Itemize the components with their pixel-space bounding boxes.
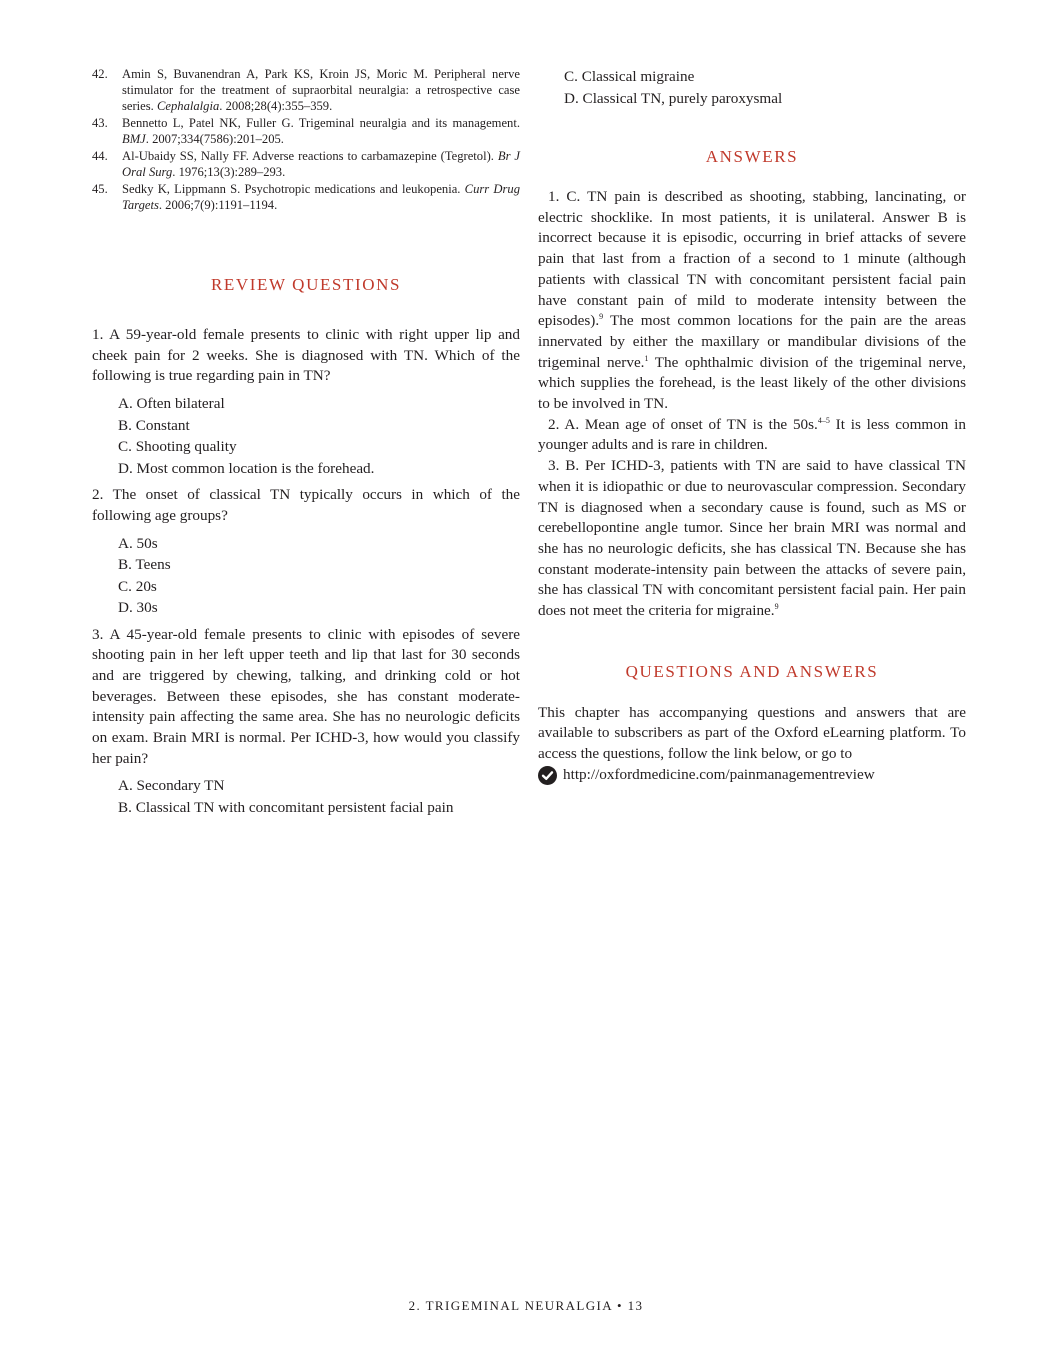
reference-item xyxy=(92,66,520,114)
question-1-stem: 1. A 59-year-old female presents to clinic with right upper lip and cheek pain for 2 weeks. She is diagnosed with TN. Which of the following is true regarding pain in TN? xyxy=(92,326,520,385)
citation-superscript: 4–5 xyxy=(817,415,830,425)
reference-text: Bennetto L, Patel NK, Fuller G. Trigeminal neuralgia and its management. xyxy=(122,116,520,130)
reference-number: 43. xyxy=(92,116,108,130)
reference-text: Amin S, Buvanendran A, Park KS, Kroin JS, Moric M. Peripheral nerve stimulator for the treatment of supraorbital neuralgia: a retrospective case series. xyxy=(122,67,520,113)
reference-list xyxy=(92,66,520,213)
qa-link[interactable]: http://oxfordmedicine.com/painmanagementreview xyxy=(563,765,875,783)
reference-journal: Curr Drug Targets xyxy=(122,182,520,212)
answer-1 xyxy=(538,187,966,415)
question-3-option-d: D. Classical TN, purely paroxysmal xyxy=(564,89,783,107)
qa-link-row xyxy=(538,765,966,786)
reference-text: Sedky K, Lippmann S. Psychotropic medications and leukopenia. xyxy=(122,182,465,196)
review-questions-heading: REVIEW QUESTIONS xyxy=(210,275,402,294)
question-1-options xyxy=(92,393,520,479)
citation-superscript: 1 xyxy=(644,353,649,363)
question-2-option-a: A. 50s xyxy=(118,534,158,552)
reference-number: 45. xyxy=(92,182,108,196)
question-2-option-d: D. 30s xyxy=(118,599,158,617)
reference-item xyxy=(92,148,520,180)
reference-item xyxy=(92,115,520,147)
answer-2-text-2: It is less common in younger adults and is rare in children. xyxy=(538,415,966,454)
reference-citation: . 2006;7(9):1191–1194. xyxy=(158,198,278,212)
answer-1-text-3: The ophthalmic division of the trigeminal nerve, which supplies the forehead, is the least likely of the other divisions to be involved in TN. xyxy=(538,353,966,413)
question-2-stem: 2. The onset of classical TN typically occurs in which of the following age groups? xyxy=(92,486,520,524)
question-2-option-b: B. Teens xyxy=(118,556,171,574)
reference-citation: . 1976;13(3):289–293. xyxy=(172,165,286,179)
reference-journal: Cephalalgia xyxy=(156,99,220,113)
question-3-stem: 3. A 45-year-old female presents to clinic with episodes of severe shooting pain in her left upper teeth and lip that last for 30 seconds and are triggered by chewing, talking, and drinking cold or hot beverages. Between these episodes, she has constant moderate-intensity pain affecting the same area. She has no neurologic deficits on exam. Brain MRI is normal. Per ICHD-3, how would you classify her pain? xyxy=(92,625,520,767)
question-3-option-a: A. Secondary TN xyxy=(118,777,225,795)
right-column xyxy=(538,66,966,786)
question-1-option-b: B. Constant xyxy=(118,416,190,434)
answer-3-text: 3. B. Per ICHD-3, patients with TN are said to have classical TN when it is idiopathic or due to neurovascular compression. Secondary TN is diagnosed when a secondary cause is found, such as MS or cerebellopontine angle tumor. Since her brain MRI was normal and she has no neurologic deficits, she has classical TN. Because she has constant moderate-intensity pain between the attacks of severe pain, she has classical TN with concomitant persistent facial pain. Her pain does not meet the criteria for migraine. xyxy=(538,457,966,620)
question-1-option-a: A. Often bilateral xyxy=(118,395,225,413)
question-3-option-b: B. Classical TN with concomitant persistent facial pain xyxy=(118,798,454,816)
question-2-option-c: C. 20s xyxy=(118,577,157,595)
questions-and-answers-heading: QUESTIONS AND ANSWERS xyxy=(625,661,879,681)
reference-number: 44. xyxy=(92,149,108,163)
answer-2-text: 2. A. Mean age of onset of TN is the 50s. xyxy=(548,415,818,433)
question-3-options xyxy=(92,775,520,818)
question-2-options xyxy=(92,533,520,619)
reference-journal: BMJ xyxy=(122,132,146,146)
answer-1-text-2: The most common locations for the pain are the areas innervated by either the maxillary or mandibular divisions of the trigeminal nerve. xyxy=(538,312,966,371)
reference-citation: . 2008;28(4):355–359. xyxy=(219,99,333,113)
citation-superscript: 9 xyxy=(599,312,604,322)
answers-heading: ANSWERS xyxy=(705,147,799,166)
check-circle-icon xyxy=(538,766,557,785)
reference-text: Al-Ubaidy SS, Nally FF. Adverse reactions to carbamazepine (Tegretol). xyxy=(122,149,498,163)
reference-item xyxy=(92,181,520,213)
reference-number: 42. xyxy=(92,67,108,81)
answer-2 xyxy=(538,415,966,456)
left-column xyxy=(92,66,520,824)
question-3-options-continued xyxy=(538,66,966,109)
question-3-option-c: C. Classical migraine xyxy=(564,68,695,85)
answer-1-text: 1. C. TN pain is described as shooting, stabbing, lancinating, or electric shocklike. In most patients, it is unilateral. Answer B is incorrect because it is episodic, occurring in brief attacks of severe pain that last from a fraction of a second to 1 minute (although patients with classical TN with concomitant persistent facial pain have constant pain of mild to moderate intensity between the episodes). xyxy=(538,188,966,330)
question-1-option-c: C. Shooting quality xyxy=(118,438,237,456)
answer-3 xyxy=(538,456,966,622)
question-1-option-d: D. Most common location is the forehead. xyxy=(118,459,375,477)
page-footer: 2. TRIGEMINAL NEURALGIA • 13 xyxy=(408,1298,644,1313)
citation-superscript: 9 xyxy=(774,602,779,611)
reference-journal: Br J Oral Surg xyxy=(122,149,520,179)
qa-description: This chapter has accompanying questions and answers that are available to subscribers as part of the Oxford eLearning platform. To access the questions, follow the link below, or go to xyxy=(538,703,966,763)
reference-citation: . 2007;334(7586):201–205. xyxy=(145,132,284,146)
